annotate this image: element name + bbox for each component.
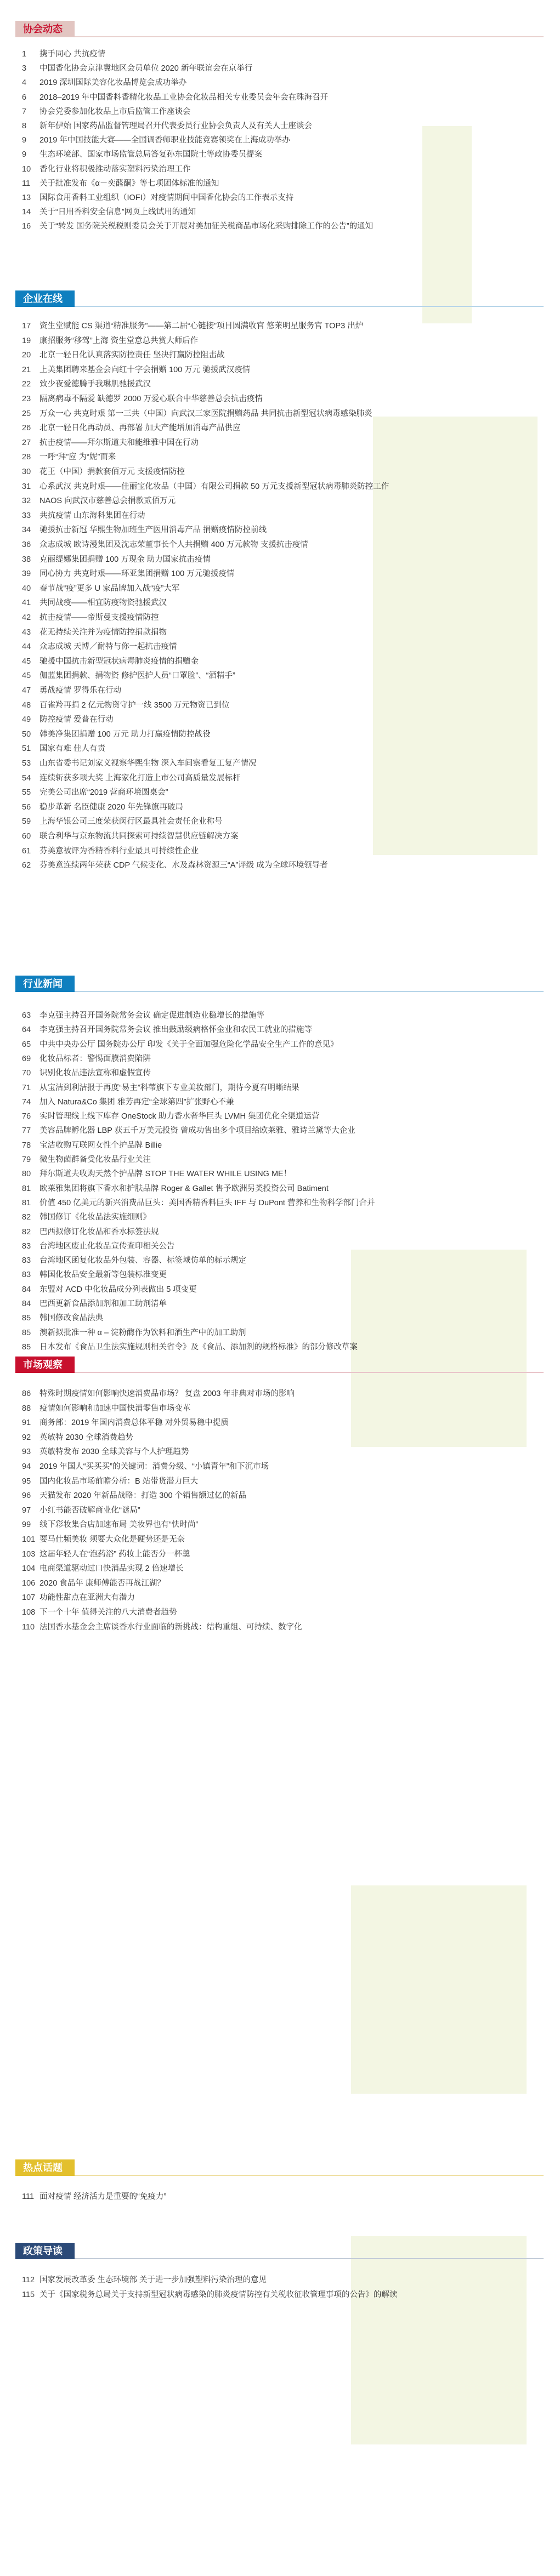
section-header: 协会动态: [15, 21, 75, 37]
page-number: 23: [22, 395, 31, 403]
decor-band: [351, 1885, 527, 2094]
entry-title: 美容品牌孵化器 LBP 获五千万美元投资 曾成功售出多个项目给欧莱雅、雅诗兰黛等大企业: [39, 1126, 355, 1136]
page-number: 91: [22, 1418, 31, 1428]
entry-title: 英敏特发布 2030 全球美容与个人护理趋势: [39, 1447, 189, 1457]
page-number: 48: [22, 700, 31, 710]
page-number: 17: [22, 322, 31, 330]
entry-title: 2019 年国人“买买买”的关键词：消费分级、“小镇青年”和下沉市场: [39, 1462, 269, 1471]
page-number: 8: [22, 122, 27, 130]
entry-title: 化妆品标者：警惕面膜消费陷阱: [39, 1054, 151, 1063]
page-number: 62: [22, 861, 31, 870]
toc-entry[interactable]: [22, 377, 538, 391]
entry-title: 关于“转发 国务院关税税则委员会关于开展对美加征关税商品市场化采购排除工作的公告”的通知: [39, 222, 374, 231]
page-number: 94: [22, 1462, 31, 1471]
page-number: 55: [22, 788, 31, 797]
page-number: 11: [22, 179, 31, 188]
page-number: 88: [22, 1404, 31, 1413]
entry-title: 百雀羚再捐 2 亿元物资守护一线 3500 万元物资已到位: [39, 700, 230, 710]
toc-entry[interactable]: [22, 1124, 538, 1138]
entry-title: 2018–2019 年中国香料香精化妆品工业协会化妆品相关专业委员会年会在珠海召开: [39, 93, 329, 102]
toc-entry[interactable]: [22, 1591, 538, 1605]
toc-entry[interactable]: [22, 1196, 538, 1210]
toc-entry[interactable]: [22, 76, 538, 90]
toc-entry[interactable]: [22, 1210, 538, 1224]
toc-entry[interactable]: [22, 698, 538, 713]
toc-entry[interactable]: [22, 1576, 538, 1591]
toc-entry[interactable]: [22, 90, 538, 105]
page-number: 97: [22, 1506, 31, 1515]
page-number: 59: [22, 817, 31, 827]
page-number: 38: [22, 555, 31, 564]
page-number: 54: [22, 773, 31, 783]
toc-entry[interactable]: [22, 480, 538, 494]
toc-entry[interactable]: [22, 582, 538, 596]
entry-title: 面对疫情 经济活力是重要的“免疫力”: [39, 2192, 167, 2201]
page-number: 69: [22, 1054, 31, 1063]
entry-title: 驰援中国抗击新型冠状病毒肺炎疫情的捐赠金: [39, 657, 199, 666]
entry-title: 芬美意被评为香精香料行业最具可持续性企业: [39, 846, 199, 856]
entry-title: 新年伊始 国家药品监督管理局召开代表委员行业协会负责人及有关人士座谈会: [39, 122, 313, 130]
toc-entry[interactable]: [22, 1460, 538, 1474]
entry-title: 花无持续关注并为疫情防控捐款捐物: [39, 628, 167, 637]
entry-title: 关于《国家税务总局关于支持新型冠状病毒感染的肺炎疫情防控有关税收征收管理事项的公告》的解读: [39, 2290, 398, 2299]
page-number: 85: [22, 1314, 31, 1323]
entry-title: 价值 450 亿美元的新兴消费品巨头：美国香精香料巨头 IFF 与 DuPont 营养和生物科学部门合并: [39, 1198, 375, 1207]
page-number: 22: [22, 380, 31, 389]
toc-entry[interactable]: [22, 1605, 538, 1620]
page-number: 93: [22, 1447, 31, 1457]
page-number: 20: [22, 351, 31, 360]
entry-title: 韩国化妆品安全最新等包装标准变更: [39, 1270, 167, 1280]
page-number: 10: [22, 164, 31, 174]
toc-entry[interactable]: [22, 2288, 538, 2302]
entry-title: 加入 Natura&Co 集团 雅芳再定“全球第四”扩张野心不兼: [39, 1097, 234, 1107]
section-divider: [75, 991, 544, 992]
page-number: 110: [22, 1622, 35, 1632]
toc-entry[interactable]: [22, 1503, 538, 1518]
toc-entry[interactable]: [22, 219, 538, 233]
entry-title: 芬美意连续两年荣获 CDP 气候变化、水及森林资源三“A”评级 成为全球环境领导者: [39, 861, 328, 870]
toc-entry[interactable]: [22, 162, 538, 176]
entry-title: 韩国修订《化妆品法实施细则》: [39, 1213, 151, 1222]
toc-entry[interactable]: [22, 1225, 538, 1239]
entry-title: 商务部：2019 年国内消费总体平稳 对外贸易稳中提质: [39, 1418, 229, 1428]
entry-title: 隔离病毒不隔爱 缺德罗 2000 万爱心联合中华慈善总会抗击疫情: [39, 395, 263, 403]
entry-title: 勇战疫情 罗得乐在行动: [39, 686, 122, 695]
toc-entry[interactable]: [22, 1109, 538, 1124]
page-number: 30: [22, 468, 31, 476]
page-number: 49: [22, 715, 31, 725]
page-number: 71: [22, 1083, 31, 1092]
entry-title: 众志成城 欧诗漫集团及沈志荣董事长个人共捐赠 400 万元款物 支援抗击疫情: [39, 540, 308, 549]
page-number: 64: [22, 1025, 31, 1035]
page-number: 14: [22, 208, 31, 217]
page-number: 99: [22, 1520, 31, 1530]
toc-entry[interactable]: [22, 654, 538, 669]
toc-entry[interactable]: [22, 133, 538, 147]
entry-title: 李克强主持召开国务院常务会议 确定促进制造业稳增长的措施等: [39, 1011, 265, 1020]
page-number: 101: [22, 1535, 36, 1544]
entry-title: 众志成城 天博／耐特与你一起抗击疫情: [39, 642, 177, 652]
entry-title: 下一个十年 值得关注的八大消费者趋势: [39, 1608, 177, 1617]
entry-title: 克丽缇娜集团捐赠 100 万现金 助力国家抗击疫情: [39, 555, 211, 564]
section-divider: [75, 2258, 544, 2259]
toc-entry[interactable]: [22, 1387, 538, 1401]
page-number: 80: [22, 1170, 31, 1179]
page-number: 83: [22, 1256, 31, 1266]
page-number: 4: [22, 78, 27, 88]
toc-entry[interactable]: [22, 1431, 538, 1445]
page-number: 82: [22, 1227, 31, 1236]
entry-title: 连续斩获多项大奖 上海家化打造上市公司高质量发展标杆: [39, 773, 241, 783]
page-number: 44: [22, 642, 31, 652]
page-number: 84: [22, 1285, 31, 1294]
entry-title: 韩国修改食品法典: [39, 1314, 103, 1323]
section-header: 政策导读: [15, 2243, 75, 2259]
entry-title: 北京一轻日化再动员、再部署 加大产能增加消毒产品供应: [39, 424, 241, 433]
page-number: 104: [22, 1564, 36, 1574]
page-number: 43: [22, 628, 31, 637]
page-number: 47: [22, 686, 31, 695]
toc-entry[interactable]: [22, 1532, 538, 1547]
entry-title: 抗击疫情——帝斯曼支援疫情防控: [39, 613, 159, 622]
toc-entry[interactable]: [22, 1547, 538, 1561]
toc-entry[interactable]: [22, 742, 538, 756]
entry-title: 携手同心 共抗疫情: [39, 50, 106, 59]
entry-title: 要马仕频美妆 须要大众化是硬势还是无奈: [39, 1535, 185, 1544]
page-number: 92: [22, 1433, 31, 1442]
page-number: 107: [22, 1593, 36, 1603]
entry-title: 小红书能否破解商业化“谜局”: [39, 1506, 140, 1515]
entry-title: 生态环境部、国家市场监管总局答复孙东国院士等政协委员提案: [39, 150, 262, 159]
entry-title: 香化行业将积极推动落实塑料污染治理工作: [39, 164, 191, 174]
toc-entry[interactable]: [22, 1620, 538, 1634]
page-number: 34: [22, 526, 31, 535]
toc-entry[interactable]: [22, 1474, 538, 1489]
toc-entry[interactable]: [22, 1138, 538, 1153]
page-number: 39: [22, 569, 31, 579]
toc-entry[interactable]: [22, 1283, 538, 1297]
page-number: 65: [22, 1040, 31, 1049]
page-number: 111: [22, 2192, 35, 2201]
toc-entry[interactable]: [22, 1153, 538, 1167]
toc-entry[interactable]: [22, 771, 538, 785]
toc-entry[interactable]: [22, 1052, 538, 1066]
entry-title: 国家发展改革委 生态环境部 关于进一步加强塑料污染治理的意见: [39, 2276, 267, 2284]
toc-entry[interactable]: [22, 1095, 538, 1109]
toc-entry[interactable]: [22, 348, 538, 362]
toc-entry[interactable]: [22, 2190, 538, 2204]
entry-title: 春节战“疫”更多 U 家品牌加入战“疫”大军: [39, 584, 180, 593]
toc-entry[interactable]: [22, 669, 538, 683]
toc-entry[interactable]: [22, 105, 538, 119]
toc-entry[interactable]: [22, 1066, 538, 1080]
entry-title: 资生堂赋能 CS 渠道“精准服务”——第二届“心链接”项目圆满收官 悠莱明星服务官 TOP3 出炉: [39, 322, 364, 330]
entry-title: 天猫发布 2020 年新品战略：打造 300 个销售额过亿的新品: [39, 1491, 247, 1501]
toc-entry[interactable]: [22, 1311, 538, 1325]
toc-entry[interactable]: [22, 2273, 538, 2287]
entry-title: 中共中央办公厅 国务院办公厅 印发《关于全面加强危险化学品安全生产工作的意见》: [39, 1040, 338, 1049]
entry-title: 关于“日用香料安全信息”网页上线试用的通知: [39, 208, 196, 217]
page-number: 74: [22, 1097, 31, 1107]
page-number: 115: [22, 2290, 35, 2299]
section-header: 热点话题: [15, 2159, 75, 2176]
entry-title: 心系武汉 共克时艰——佳丽宝化妆品（中国）有限公司捐款 50 万元支援新型冠状病毒肺炎防控工作: [39, 482, 389, 491]
page-number: 112: [22, 2276, 35, 2284]
page-number: 56: [22, 802, 31, 812]
page-number: 70: [22, 1069, 31, 1078]
page-number: 77: [22, 1126, 31, 1136]
toc-entry[interactable]: [22, 1416, 538, 1430]
page-number: 61: [22, 846, 31, 856]
toc-entry[interactable]: [22, 61, 538, 76]
entry-title: 联合利华与京东物流共同探索可持续智慧供应链解决方案: [39, 832, 239, 841]
page-number: 95: [22, 1477, 31, 1486]
entry-title: 欧莱雅集团将旗下香水和护肤品牌 Roger & Gallet 售予欧洲另类投资公司 Batiment: [39, 1184, 329, 1193]
entry-title: 协会党委参加化妆品上市后监管工作座谈会: [39, 107, 191, 116]
toc-entry[interactable]: [22, 509, 538, 523]
page-number: 85: [22, 1328, 31, 1337]
entry-title: 花王（中国）捐款套佰万元 支援疫情防控: [39, 468, 185, 476]
entry-title: 上海华银公司三度荣获闵行区最具社会责任企业称号: [39, 817, 223, 827]
toc-entry[interactable]: [22, 147, 538, 162]
page-number: 85: [22, 1342, 31, 1352]
toc-entry[interactable]: [22, 436, 538, 450]
toc-entry[interactable]: [22, 465, 538, 479]
section-divider: [75, 1372, 544, 1373]
entry-title: 驰援抗击新冠 华熙生物加班生产医用消毒产品 捐赠疫情防控前线: [39, 526, 267, 535]
entry-title: 李克强主持召开国务院常务会议 推出鼓励级病格怀金业和农民工就业的措施等: [39, 1025, 313, 1035]
toc-entry[interactable]: [22, 844, 538, 858]
toc-entry[interactable]: [22, 392, 538, 406]
entry-title: 法国香水基金会主席谈香水行业面临的新挑战：结构重组、可持续、数字化: [39, 1622, 302, 1632]
page-number: 13: [22, 193, 31, 202]
entry-title: 疫情如何影响和加速中国快消零售市场变革: [39, 1404, 191, 1413]
page-number: 103: [22, 1549, 36, 1559]
toc-entry[interactable]: [22, 494, 538, 508]
toc-entry[interactable]: [22, 450, 538, 464]
page-number: 106: [22, 1578, 36, 1588]
entry-title: 宝洁收购互联网女性个护品牌 Billie: [39, 1141, 162, 1150]
page-number: 40: [22, 584, 31, 593]
page-number: 28: [22, 453, 31, 462]
toc-entry[interactable]: [22, 191, 538, 205]
entry-title: 2019 年中国技能大赛——全国调香师职业技能竞赛领奖在上海成功举办: [39, 136, 290, 145]
entry-title: 国内化妆品市场前瞻分析：B 站带货潜力巨大: [39, 1477, 199, 1486]
entry-title: 识别化妆品违法宣称和虚假宣传: [39, 1069, 151, 1078]
toc-entry[interactable]: [22, 538, 538, 552]
toc-entry[interactable]: [22, 756, 538, 771]
entry-title: NAOS 向武汉市慈善总会捐款贰佰万元: [39, 497, 176, 506]
page-number: 16: [22, 222, 31, 231]
entry-title: 上美集团聘来基金会向红十字会捐赠 100 万元 驰援武汉疫情: [39, 365, 251, 374]
toc-entry[interactable]: [22, 1340, 538, 1354]
section-divider: [75, 2175, 544, 2176]
page-number: 53: [22, 759, 31, 768]
toc-entry[interactable]: [22, 800, 538, 814]
toc-entry[interactable]: [22, 567, 538, 581]
toc-entry[interactable]: [22, 407, 538, 421]
toc-entry[interactable]: [22, 727, 538, 742]
toc-entry[interactable]: [22, 1401, 538, 1416]
toc-entry[interactable]: [22, 858, 538, 873]
page-number: 79: [22, 1155, 31, 1164]
page-number: 51: [22, 744, 31, 754]
entry-title: 共抗疫情 山东海科集团在行动: [39, 511, 145, 520]
toc-entry[interactable]: [22, 205, 538, 219]
entry-title: 东盟对 ACD 中化妆品成分列表做出 5 项变更: [39, 1285, 197, 1294]
entry-title: 线下彩妆集合店加速布局 美妆界也有“快时尚”: [39, 1520, 199, 1530]
section-divider: [75, 36, 544, 37]
toc-entry[interactable]: [22, 683, 538, 698]
toc-entry[interactable]: [22, 334, 538, 348]
entry-title: 台湾地区废止化妆品宣传查印相关公告: [39, 1241, 175, 1251]
entry-title: 功能性甜点在亚洲大有潜力: [39, 1593, 135, 1603]
toc-entry[interactable]: [22, 1489, 538, 1503]
page-number: 45: [22, 671, 31, 681]
entry-title: 2019 深圳国际美容化妆品博览会成功举办: [39, 78, 187, 88]
entry-title: 特殊时期疫情如何影响快速消费品市场？ 复盘 2003 年非典对市场的影响: [39, 1389, 295, 1398]
toc-entry[interactable]: [22, 814, 538, 829]
entry-title: 从宝洁到利洁报于再度“易主”科蒂旗下专业美妆部门，期待今夏有明晰结果: [39, 1083, 299, 1092]
entry-title: 防控疫情 爱普在行动: [39, 715, 114, 725]
toc-entry[interactable]: [22, 1008, 538, 1023]
toc-entry[interactable]: [22, 1239, 538, 1253]
entry-title: 国家有难 佳人有责: [39, 744, 106, 754]
toc-entry[interactable]: [22, 1253, 538, 1268]
entry-title: 稳步革新 名臣健康 2020 年先锋旗再破局: [39, 802, 183, 812]
page-number: 3: [22, 64, 27, 73]
page-number: 45: [22, 657, 31, 666]
toc-entry[interactable]: [22, 176, 538, 191]
page-number: 1: [22, 50, 27, 59]
page-number: 25: [22, 409, 31, 418]
entry-title: 巴西更新食品添加剂和加工助剂清单: [39, 1300, 167, 1308]
entry-title: 2020 食品年 康师傅能否再战江湖？: [39, 1578, 165, 1588]
page-number: 19: [22, 336, 31, 345]
toc-entry[interactable]: [22, 421, 538, 435]
entry-title: 巴西拟修订化妆品和香水标签法规: [39, 1227, 159, 1236]
section-divider: [75, 306, 544, 307]
page-number: 81: [22, 1184, 31, 1193]
page-number: 42: [22, 613, 31, 622]
toc-entry[interactable]: [22, 713, 538, 727]
entry-title: 一呼“拜”应 为“妮”而来: [39, 453, 116, 462]
page-number: 31: [22, 482, 31, 491]
entry-title: 电商渠道驱动过口快消品实现 2 倍速增长: [39, 1564, 184, 1574]
toc-entry[interactable]: [22, 1326, 538, 1340]
page-number: 83: [22, 1241, 31, 1251]
entry-title: 英敏特 2030 全球消费趋势: [39, 1433, 133, 1442]
toc-entry[interactable]: [22, 1081, 538, 1095]
page-number: 9: [22, 150, 27, 159]
page-number: 76: [22, 1112, 31, 1121]
entry-title: 澳新拟批准一种 α – 淀粉酶作为饮料和酒生产中的加工助剂: [39, 1328, 246, 1337]
decor-band: [351, 2236, 527, 2444]
entry-title: 国际食用香料工业组织（IOFI）对疫情期间中国香化协会的工作表示支持: [39, 193, 294, 202]
page-number: 41: [22, 599, 31, 608]
page-number: 33: [22, 511, 31, 520]
page-number: 82: [22, 1213, 31, 1222]
toc-entry[interactable]: [22, 1561, 538, 1576]
entry-title: 共同战疫——相宜防疫物资驰援武汉: [39, 599, 167, 608]
page-number: 60: [22, 832, 31, 841]
entry-title: 万众一心 共克时艰 第一三共（中国）向武汉三家医院捐赠药品 共同抗击新型冠状病毒感染肺炎: [39, 409, 372, 418]
page-number: 81: [22, 1198, 31, 1207]
toc-entry[interactable]: [22, 523, 538, 537]
entry-title: 实时管理线上线下库存 OneStock 助力香水奢华巨头 LVMH 集团优化全渠道运营: [39, 1112, 320, 1121]
entry-title: 康招服务“移驾”上海 资生堂意总共赏大师后作: [39, 336, 199, 345]
entry-title: 日本发布《食品卫生法实施规则相关省令》及《食品、添加剂的规格标准》的部分修改草案: [39, 1342, 358, 1352]
toc-entry[interactable]: [22, 319, 538, 333]
section-header: 企业在线: [15, 290, 75, 307]
toc-entry[interactable]: [22, 1445, 538, 1459]
page-number: 83: [22, 1270, 31, 1280]
entry-title: 山东省委书记刘家义视察华熙生物 深入车间察看复工复产情况: [39, 759, 257, 768]
page-number: 86: [22, 1389, 31, 1398]
toc-entry[interactable]: [22, 625, 538, 640]
toc-entry[interactable]: [22, 640, 538, 654]
entry-title: 韩美净集团捐赠 100 万元 助力打赢疫情防控战役: [39, 730, 211, 739]
toc-entry[interactable]: [22, 1182, 538, 1196]
page-number: 32: [22, 497, 31, 506]
toc-entry[interactable]: [22, 1038, 538, 1052]
page-number: 108: [22, 1608, 36, 1617]
page-number: 9: [22, 136, 27, 145]
toc-entry[interactable]: [22, 47, 538, 61]
toc-entry[interactable]: [22, 596, 538, 610]
toc-entry[interactable]: [22, 829, 538, 844]
page-number: 21: [22, 365, 31, 374]
entry-title: 这届年轻人在“泡药浴” 药妆上能否分一杯羹: [39, 1549, 190, 1559]
entry-title: 抗击疫情——拜尔斯道夫和能维雅中国在行动: [39, 438, 199, 447]
toc-entry[interactable]: [22, 1023, 538, 1037]
entry-title: 拜尔斯道夫收购天然个护品牌 STOP THE WATER WHILE USING ME！: [39, 1170, 292, 1179]
toc-entry[interactable]: [22, 1167, 538, 1181]
toc-entry[interactable]: [22, 1518, 538, 1532]
page-number: 50: [22, 730, 31, 739]
section-header: 市场观察: [15, 1357, 75, 1373]
toc-entry[interactable]: [22, 119, 538, 133]
entry-title: 中国香化协会京津冀地区会员单位 2020 新年联谊会在京举行: [39, 64, 253, 73]
toc-entry[interactable]: [22, 363, 538, 377]
entry-title: 北京一轻日化认真落实防控责任 坚决打赢防控阻击战: [39, 351, 225, 360]
page-number: 84: [22, 1300, 31, 1308]
toc-entry[interactable]: [22, 1268, 538, 1282]
entry-title: 致少夜爱德腾手我琳肌驰援武汉: [39, 380, 151, 389]
page-number: 6: [22, 93, 27, 102]
toc-entry[interactable]: [22, 1297, 538, 1311]
page-number: 63: [22, 1011, 31, 1020]
entry-title: 微生物菌群备受化妆品行业关注: [39, 1155, 151, 1164]
page-number: 26: [22, 424, 31, 433]
page-number: 7: [22, 107, 27, 116]
toc-entry[interactable]: [22, 611, 538, 625]
toc-entry[interactable]: [22, 552, 538, 567]
entry-title: 台湾地区函复化妆品外包装、容器、标签域仿单的标示规定: [39, 1256, 246, 1266]
toc-entry[interactable]: [22, 785, 538, 800]
entry-title: 伽蓝集团捐款、捐物资 修护医护人员“口罩脸”、“酒精手”: [39, 671, 235, 681]
entry-title: 关于批准发布《α－奕醛酮》等七项团体标准的通知: [39, 179, 219, 188]
section-header: 行业新闻: [15, 976, 75, 992]
page-number: 36: [22, 540, 31, 549]
page-number: 78: [22, 1141, 31, 1150]
page-number: 96: [22, 1491, 31, 1501]
page-number: 27: [22, 438, 31, 447]
entry-title: 同心协力 共克时艰——环亚集团捐赠 100 万元驰援疫情: [39, 569, 235, 579]
entry-title: 完美公司出席“2019 营商环境圆桌会”: [39, 788, 168, 797]
